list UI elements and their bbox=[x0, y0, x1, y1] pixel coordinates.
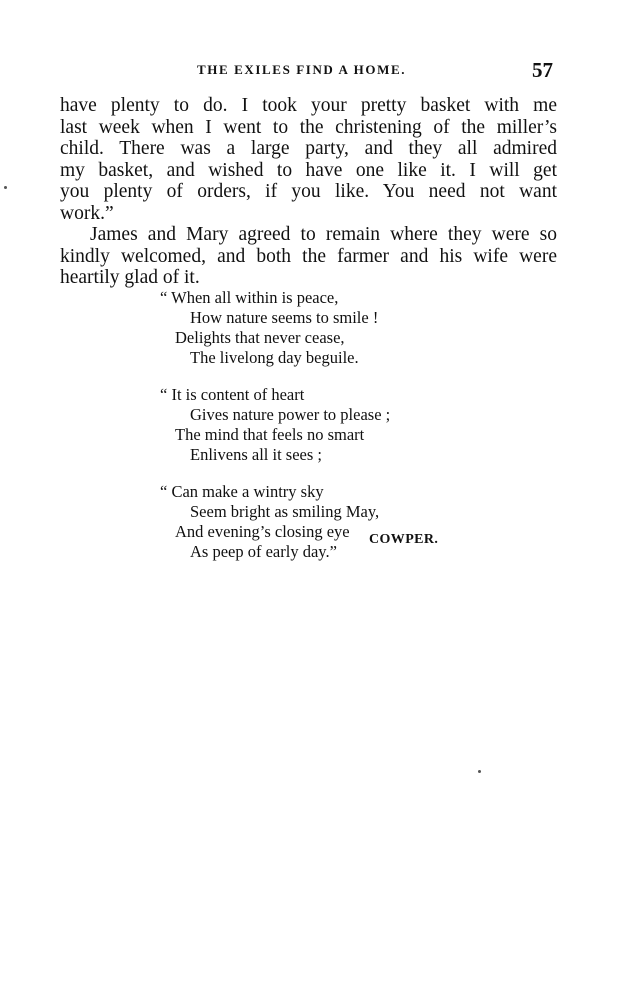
text-line: have plenty to do. I took your pretty basket with me bbox=[60, 95, 557, 116]
text-line: work.” bbox=[60, 202, 114, 224]
verse-line: “ When all within is peace, bbox=[160, 288, 339, 307]
text-line: heartily glad of it. bbox=[60, 267, 200, 288]
page-number: 57 bbox=[532, 58, 553, 82]
stanza-2 bbox=[150, 385, 390, 465]
text-line: child. There was a large party, and they all admired bbox=[60, 138, 557, 159]
paragraph-1 bbox=[60, 95, 557, 224]
verse-line: Gives nature power to please ; bbox=[190, 405, 391, 424]
text-line: last week when I went to the christening of the miller’s bbox=[60, 116, 557, 138]
print-speck bbox=[478, 770, 481, 773]
verse-line: And evening’s closing eye bbox=[175, 522, 350, 541]
verse-line: As peep of early day.” bbox=[190, 542, 337, 561]
verse-line: The livelong day beguile. bbox=[190, 348, 359, 367]
poem bbox=[150, 288, 390, 579]
paragraph-2 bbox=[60, 224, 557, 289]
stanza-3 bbox=[150, 482, 390, 562]
prose-body bbox=[60, 95, 557, 289]
text-line: my basket, and wished to have one like it. I will get bbox=[60, 159, 557, 181]
verse-line: Enlivens all it sees ; bbox=[190, 445, 322, 464]
running-title: THE EXILES FIND A HOME. bbox=[197, 62, 407, 77]
verse-line: Delights that never cease, bbox=[175, 328, 345, 347]
verse-line: “ Can make a wintry sky bbox=[160, 482, 324, 501]
text-line: kindly welcomed, and both the farmer and his wife were bbox=[60, 245, 557, 267]
verse-line: Seem bright as smiling May, bbox=[190, 502, 380, 521]
poem-attribution: COWPER. bbox=[369, 532, 439, 547]
stanza-1 bbox=[150, 288, 390, 368]
text-line: James and Mary agreed to remain where they were so bbox=[90, 224, 557, 245]
text-line: you plenty of orders, if you like. You need not want bbox=[60, 181, 557, 202]
verse-line: “ It is content of heart bbox=[160, 385, 305, 404]
running-header bbox=[0, 58, 633, 84]
verse-line: The mind that feels no smart bbox=[175, 425, 365, 444]
verse-line: How nature seems to smile ! bbox=[190, 308, 379, 327]
print-speck bbox=[4, 186, 7, 189]
